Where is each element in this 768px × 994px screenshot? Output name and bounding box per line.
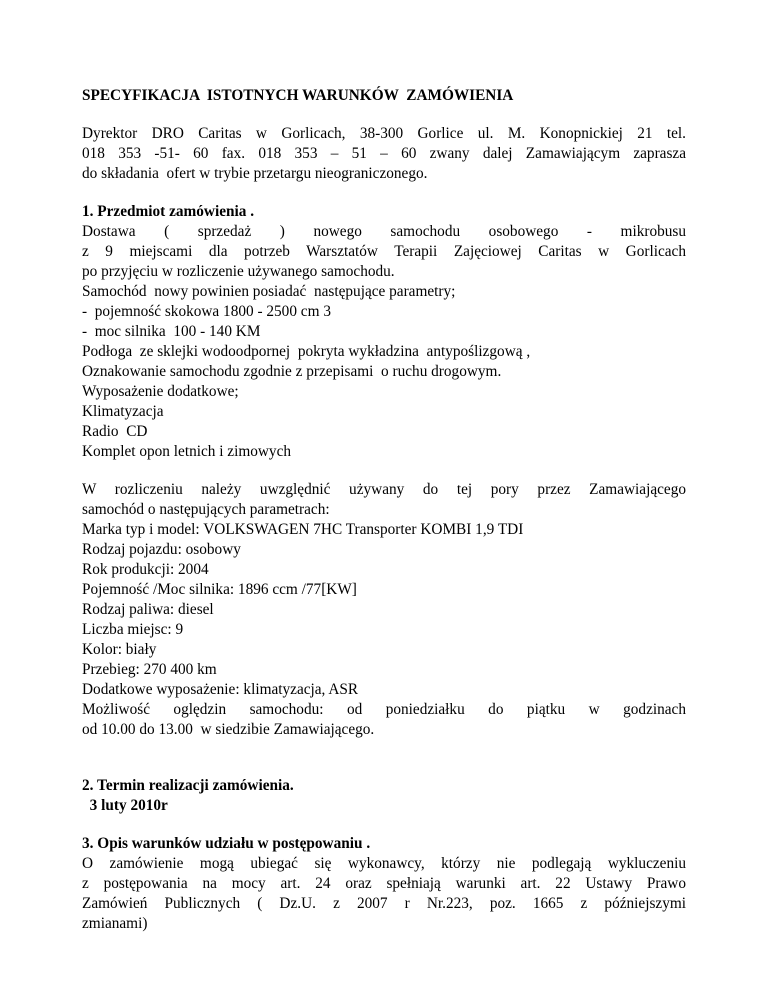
settlement-line: W rozliczeniu należy uwzględnić używany do tej pory przez Zamawiającego <box>82 481 686 498</box>
section3-line: z postępowania na mocy art. 24 oraz spełniają warunki art. 22 Ustawy Prawo <box>82 875 686 892</box>
section1-line: Klimatyzacja <box>82 403 164 420</box>
section2-date: 3 luty 2010r <box>82 797 168 814</box>
document-title: SPECYFIKACJA ISTOTNYCH WARUNKÓW ZAMÓWIENIA <box>82 87 514 104</box>
section1-line: po przyjęciu w rozliczenie używanego samochodu. <box>82 263 395 280</box>
section3-line: O zamówienie mogą ubiegać się wykonawcy, którzy nie podlegają wykluczeniu <box>82 855 686 872</box>
settlement-line: Przebieg: 270 400 km <box>82 661 217 678</box>
section1-line: z 9 miejscami dla potrzeb Warsztatów Terapii Zajęciowej Caritas w Gorlicach <box>82 243 686 260</box>
section1-line: Wyposażenie dodatkowe; <box>82 383 239 400</box>
section1-line: Samochód nowy powinien posiadać następujące parametry; <box>82 283 456 300</box>
settlement-line: od 10.00 do 13.00 w siedzibie Zamawiającego. <box>82 721 375 738</box>
settlement-line: Rodzaj pojazdu: osobowy <box>82 541 241 558</box>
section1-line: Dostawa ( sprzedaż ) nowego samochodu osobowego - mikrobusu <box>82 223 686 240</box>
settlement-line: Rok produkcji: 2004 <box>82 561 209 578</box>
section1-line: Komplet opon letnich i zimowych <box>82 443 292 460</box>
settlement-line: Kolor: biały <box>82 641 157 658</box>
section1-line: Radio CD <box>82 423 148 440</box>
settlement-line: Możliwość oględzin samochodu: od poniedziałku do piątku w godzinach <box>82 701 686 718</box>
section1-line: - pojemność skokowa 1800 - 2500 cm 3 <box>82 303 331 320</box>
settlement-line: Marka typ i model: VOLKSWAGEN 7HC Transporter KOMBI 1,9 TDI <box>82 521 524 538</box>
settlement-line: Dodatkowe wyposażenie: klimatyzacja, ASR <box>82 681 359 698</box>
settlement-line: Liczba miejsc: 9 <box>82 621 184 638</box>
section1-heading: 1. Przedmiot zamówienia . <box>82 203 255 220</box>
intro-line: Dyrektor DRO Caritas w Gorlicach, 38-300 Gorlice ul. M. Konopnickiej 21 tel. <box>82 125 686 142</box>
settlement-line: samochód o następujących parametrach: <box>82 501 330 518</box>
section3-line: zmianami) <box>82 915 148 932</box>
section1-line: - moc silnika 100 - 140 KM <box>82 323 261 340</box>
section2-heading: 2. Termin realizacji zamówienia. <box>82 777 294 794</box>
section3-heading: 3. Opis warunków udziału w postępowaniu . <box>82 835 371 852</box>
intro-line: 018 353 -51- 60 fax. 018 353 – 51 – 60 zwany dalej Zamawiającym zaprasza <box>82 145 686 162</box>
section1-line: Oznakowanie samochodu zgodnie z przepisami o ruchu drogowym. <box>82 363 502 380</box>
settlement-line: Rodzaj paliwa: diesel <box>82 601 214 618</box>
section3-line: Zamówień Publicznych ( Dz.U. z 2007 r Nr.223, poz. 1665 z późniejszymi <box>82 895 686 912</box>
intro-line: do składania ofert w trybie przetargu nieograniczonego. <box>82 165 428 182</box>
settlement-line: Pojemność /Moc silnika: 1896 ccm /77[KW] <box>82 581 357 598</box>
section1-line: Podłoga ze sklejki wodoodpornej pokryta wykładzina antypoślizgową , <box>82 343 531 360</box>
